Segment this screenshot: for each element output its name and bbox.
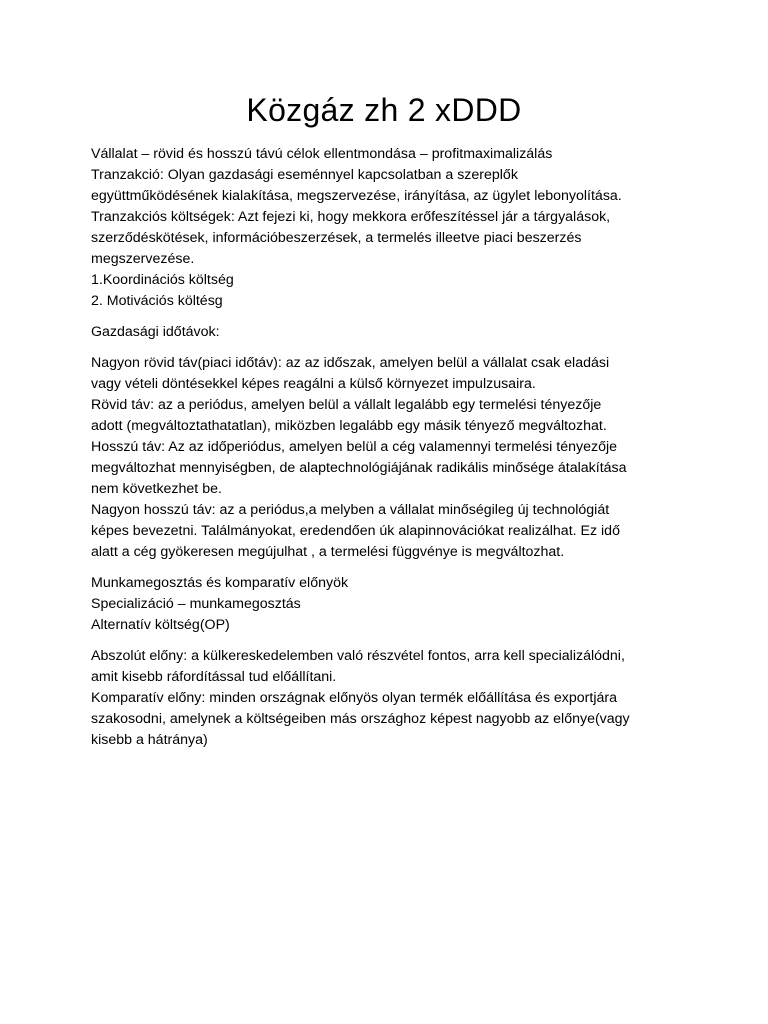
paragraph-time-horizons [91, 353, 681, 563]
document-body [91, 144, 681, 761]
text-line: Alternatív költség(OP) [91, 617, 230, 633]
text-line: megszervezése. [91, 251, 195, 267]
text-line: Gazdasági időtávok: [91, 324, 220, 340]
text-line: alatt a cég gyökeresen megújulhat , a termelési függvénye is megváltozhat. [91, 544, 565, 560]
text-line: amit kisebb ráfordítással tud előállítani. [91, 669, 337, 685]
paragraph-division-of-labour [91, 573, 681, 636]
text-line: Abszolút előny: a külkereskedelemben való részvétel fontos, arra kell specializálódni, [91, 648, 625, 664]
text-line: Komparatív előny: minden országnak előnyös olyan termék előállítása és exportjára [91, 690, 618, 706]
text-line: 1.Koordinációs költség [91, 272, 234, 288]
text-line: Tranzakció: Olyan gazdasági eseménnyel kapcsolatban a szereplők [91, 167, 518, 183]
text-line: Specializáció – munkamegosztás [91, 596, 301, 612]
text-line: adott (megváltoztathatatlan), miközben legalább egy másik tényező megváltozhat. [91, 418, 607, 434]
text-line: együttműködésének kialakítása, megszervezése, irányítása, az ügylet lebonyolítása. [91, 188, 622, 204]
text-line: Rövid táv: az a periódus, amelyen belül a vállalt legalább egy termelési tényezője [91, 397, 602, 413]
text-line: megváltozhat mennyiségben, de alaptechnológiájának radikális minősége átalakítása [91, 460, 627, 476]
text-line: szerződéskötések, információbeszerzések, a termelés illeetve piaci beszerzés [91, 230, 582, 246]
text-line: Munkamegosztás és komparatív előnyök [91, 575, 349, 591]
text-line: Hosszú táv: Az az időperiódus, amelyen belül a cég valamennyi termelési tényezője [91, 439, 618, 455]
document-title: Közgáz zh 2 xDDD [246, 92, 522, 128]
paragraph-advantages [91, 646, 681, 751]
paragraph-intro [91, 144, 681, 312]
text-line: Tranzakciós költségek: Azt fejezi ki, hogy mekkora erőfeszítéssel jár a tárgyalások, [91, 209, 611, 225]
text-line: kisebb a hátránya) [91, 732, 208, 748]
text-line: képes bevezetni. Találmányokat, eredendően úk alapinnovációkat realizálhat. Ez idő [91, 523, 620, 539]
text-line: nem következhet be. [91, 481, 222, 497]
text-line: szakosodni, amelynek a költségeiben más országhoz képest nagyobb az előnye(vagy [91, 711, 630, 727]
paragraph-heading-time-horizons [91, 322, 681, 343]
text-line: Nagyon hosszú táv: az a periódus,a melyben a vállalat minőségileg új technológiát [91, 502, 610, 518]
text-line: Nagyon rövid táv(piaci időtáv): az az időszak, amelyen belül a vállalat csak eladási [91, 355, 610, 371]
text-line: vagy vételi döntésekkel képes reagálni a külső környezet impulzusaira. [91, 376, 536, 392]
text-line: Vállalat – rövid és hosszú távú célok ellentmondása – profitmaximalizálás [91, 146, 553, 162]
text-line: 2. Motivációs költésg [91, 293, 223, 309]
